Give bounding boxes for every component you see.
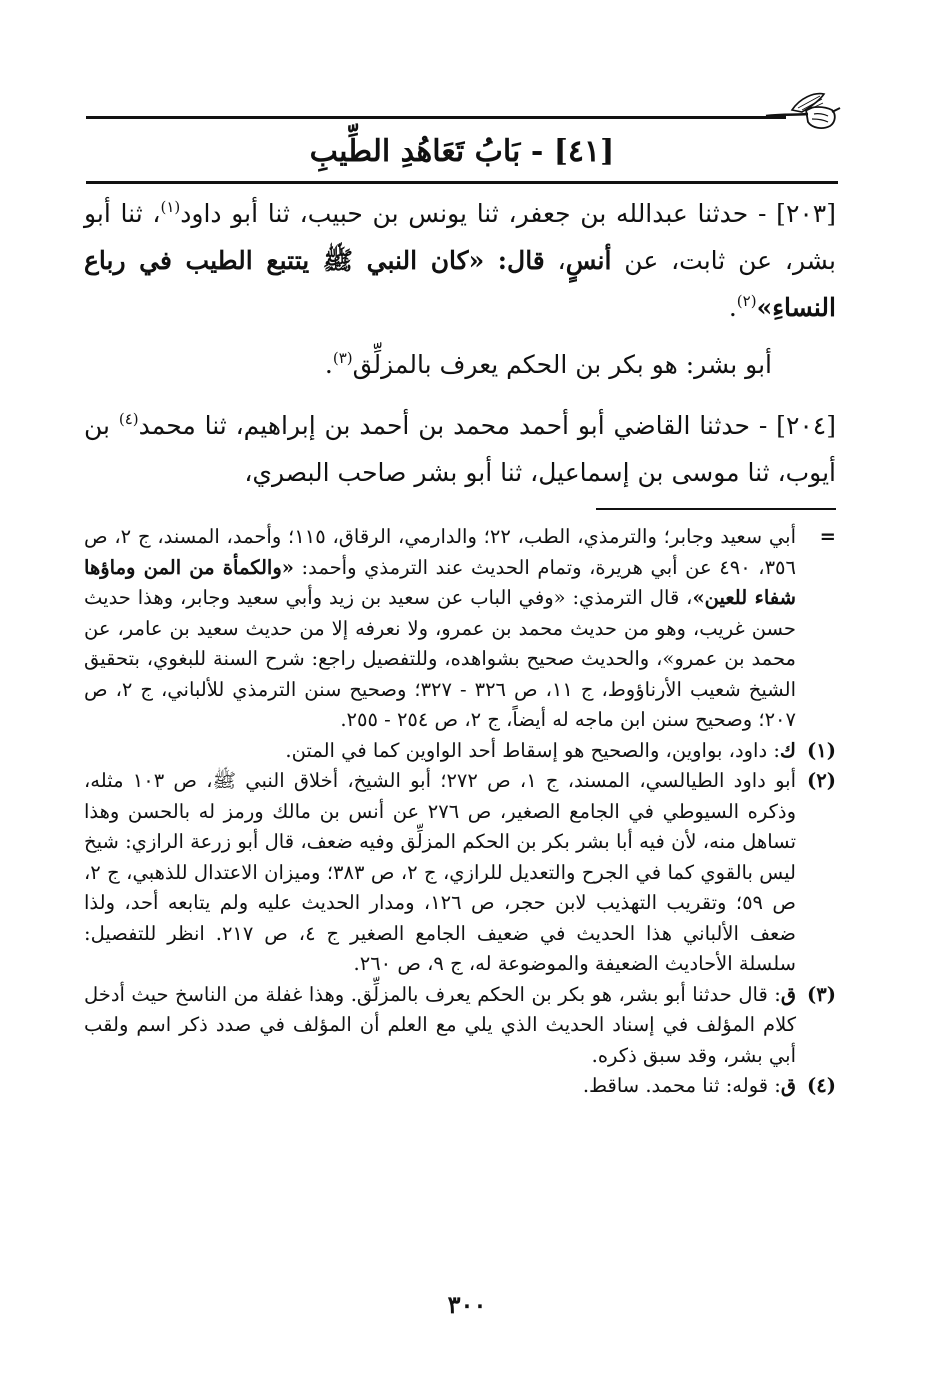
hadith-number: [٢٠٤] [776, 411, 836, 440]
manuscript-label: ق [780, 1074, 796, 1097]
footnote-text [84, 736, 796, 767]
narrator-name: أنسٍ [565, 246, 612, 275]
header-rule-bottom [86, 181, 838, 184]
hadith-paragraph-203 [84, 190, 836, 331]
footnote-text-part: : قوله: ثنا محمد. ساقط. [582, 1074, 781, 1097]
isnad-text: ، ثنا أبو بشر، عن ثابت، عن [84, 199, 837, 275]
footnote-text-part: أبي سعيد وجابر؛ والترمذي، الطب، ٢٢؛ والدارمي، الرقاق، ١١٥؛ وأحمد، المسند، ج ٢، ص ٣٥٦، ٤٩٠ عن أبي هريرة، وتمام الحديث عند الترمذي وأحمد: [84, 525, 797, 579]
footnote-mark: (٢) [807, 769, 836, 792]
isnad-text: - حدثنا عبدالله بن جعفر، ثنا يونس بن حبيب، ثنا أبو داود [180, 199, 777, 228]
manuscript-label: ك [779, 738, 796, 762]
footnote-quote: «والكمأة من المن وماؤها شفاء للعين» [84, 555, 796, 609]
footnote-ref-3: (٣) [332, 349, 353, 367]
isnad-text: بن أيوب، ثنا موسى بن إسماعيل، ثنا أبو بشر صاحب البصري، [84, 411, 836, 487]
footnote-continuation [84, 522, 836, 736]
footnote-text-part: : قال حدثنا أبو بشر، هو بكر بن الحكم يعرف بالمزلِّق. وهذا غفلة من الناسخ حيث أدخل كلام المؤلف في إسناد الحديث الذي يلي مع العلم أن المؤلف في صدد ذكر اسم ولقب أبي بشر، وقد سبق ذكره. [84, 982, 796, 1067]
qal-label: قال: [497, 246, 545, 275]
footnote-mark: (٤) [807, 1074, 836, 1097]
period: . [324, 350, 333, 379]
footnote-text [84, 1071, 796, 1102]
isnad-text: - حدثنا القاضي أبو أحمد محمد بن أحمد بن إبراهيم، ثنا محمد [138, 411, 777, 440]
chapter-title: [٤١] - بَابُ تَعَاهُدِ الطِّيبِ [309, 134, 615, 169]
footnote-ref-2: (٢) [736, 292, 757, 310]
main-text [84, 190, 836, 506]
page-number: ٣٠٠ [447, 1290, 487, 1319]
footnote-text [84, 980, 796, 1072]
footnote-text [84, 522, 796, 736]
hadith-paragraph-204 [84, 402, 836, 496]
narrator-note-paragraph [84, 341, 836, 388]
footnote-2 [84, 766, 836, 980]
manuscript-label: ق [780, 982, 796, 1006]
note-text: أبو بشر: هو بكر بن الحكم يعرف بالمزلِّق [352, 350, 772, 379]
footnote-text: أبو داود الطيالسي، المسند، ج ١، ص ٢٧٢؛ أبو الشيخ، أخلاق النبي ﷺ، ص ١٠٣ مثله، وذكره السيوطي في الجامع الصغير، ص ٢٧٦ عن أنس بن مالك ورمز له بالحسن وهذا تساهل منه، لأن فيه أبا بشر بكر بن الحكم المزلِّق وفيه ضعف، قال أبو زرعة الرازي: شيخ ليس بالقوي كما في الجرح والتعديل للرازي، ج ٢، ص ٣٨٣؛ وميزان الاعتدال للذهبي، ج ٢، ص ٥٩؛ وتقريب التهذيب لابن حجر، ص ١٢٦، ومدار الحديث عليه ولم يتابعه أحد، ولذا ضعف الألباني هذا الحديث في ضعيف الجامع الصغير ج ٤، ص ٢١٧. انظر للتفصيل: سلسلة الأحاديث الضعيفة والموضوعة له، ج ٩، ص ٢٦٠. [84, 769, 797, 975]
period: . [728, 293, 737, 322]
footnotes [84, 522, 836, 1102]
footnote-4 [84, 1071, 836, 1102]
separator: ، [544, 246, 566, 275]
footnote-text-part: : داود، بواوين، والصحيح هو إسقاط أحد الواوين كما في المتن. [285, 738, 780, 762]
footnote-text-part: ، قال الترمذي: «وفي الباب عن سعيد بن زيد وأبي سعيد وجابر، وهذا حديث حسن غريب، وهو من حديث محمد بن عمرو، ولا نعرفه إلا من حديث سعيد بن عامر، عن محمد بن عمرو»، والحديث صحيح بشواهده، وللتفصيل راجع: شرح السنة للبغوي، بتحقيق الشيخ شعيب الأرناؤوط، ج ١١، ص ٣٢٦ - ٣٢٧؛ وصحيح سنن الترمذي للألباني، ج ٢، ص ٢٠٧؛ وصحيح سنن ابن ماجه له أيضاً، ج ٢، ص ٢٥٤ - ٢٥٥. [84, 586, 796, 731]
footnote-3 [84, 980, 836, 1072]
footnote-ref-1: (١) [160, 198, 181, 216]
hadith-matn: «كان النبي ﷺ يتتبع الطيب في رباع النساءِ» [84, 246, 836, 322]
footnote-mark: (١) [807, 738, 836, 762]
footnote-1 [84, 736, 836, 767]
footnote-ref-4: (٤) [118, 410, 139, 428]
footnote-mark: (٣) [807, 982, 836, 1006]
hadith-number: [٢٠٣] [776, 199, 836, 228]
footnote-separator [596, 508, 836, 510]
footnote-mark: = [819, 525, 836, 548]
header-rule-top [86, 116, 786, 119]
